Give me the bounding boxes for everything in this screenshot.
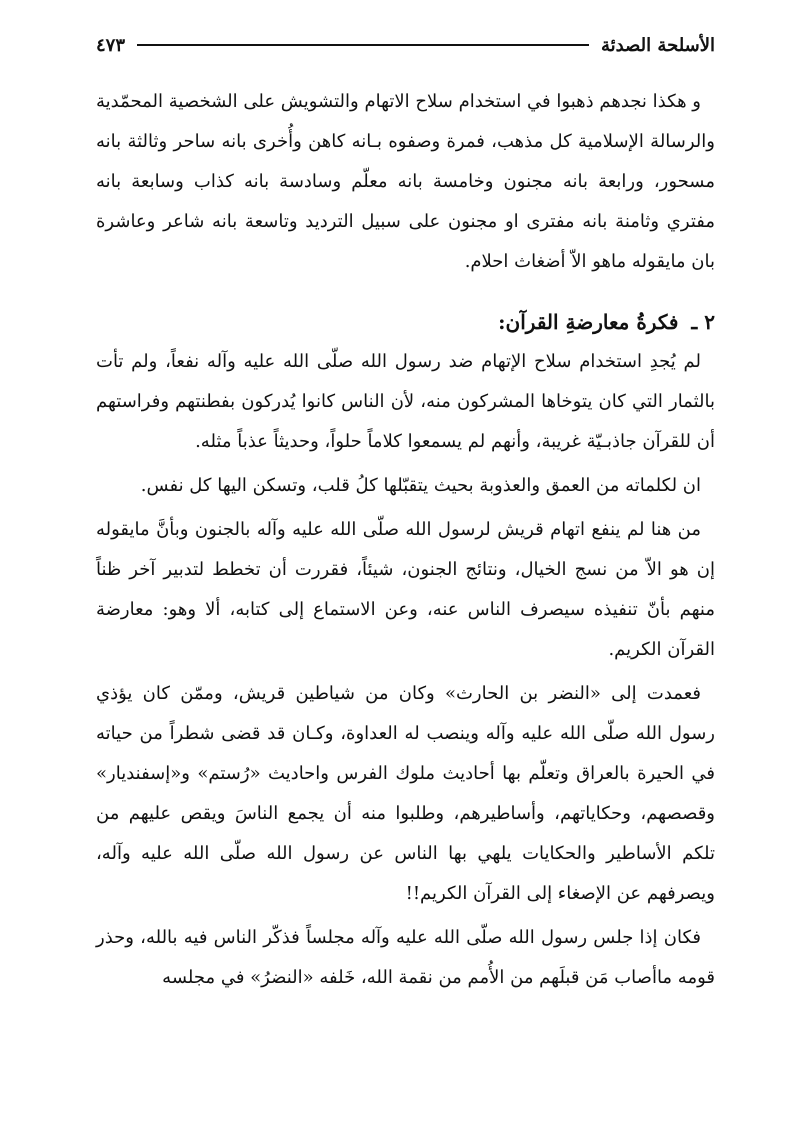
section-number: ٢ ـ (691, 310, 715, 334)
paragraph: فكان إذا جلس رسول الله صلّى الله عليه وآله مجلساً فذكّر الناس فيه بالله، وحذر قومه ماأصاب مَن قبلَهم من الأُمم من نقمة الله، خَلفه «النضرُ» في مجلسه (96, 927, 715, 988)
running-title: الأسلحة الصدئة (600, 34, 715, 56)
paragraph: من هنا لم ينفع اتهام قريش لرسول الله صلّى الله عليه وآله بالجنون وبأنَّ مايقوله إن هو الاّ من نسج الخيال، ونتائج الجنون، شيئاً، فقررت أن تخطط لتدبير آخر ظناً منهم بأنّ تنفيذه سيصرف الناس عنه، وعن الاستماع إلى كتابه، ألا وهو: معارضة القرآن الكريم. (96, 519, 716, 660)
paragraph: فعمدت إلى «النضر بن الحارث» وكان من شياطين قريش، وممّن كان يؤذي رسول الله صلّى الله عليه وآله وينصب له العداوة، وكـان قد قضى شطراً من حياته في الحيرة بالعراق وتعلّم بها أحاديث ملوك الفرس واحاديث «رُستم» و«إسفنديار» وقصصهم، وحكاياتهم، وأساطيرهم، وطلبوا منه أن يجمع الناسَ ويقص عليهم من تلكم الأساطير والحكايات يلهي بها الناس عن رسول الله صلّى الله عليه وآله، ويصرفهم عن الإصغاء إلى القرآن الكريم!! (96, 683, 715, 904)
header-rule (137, 44, 589, 46)
paragraph: لم يُجدِ استخدام سلاح الإتهام ضد رسول الله صلّى الله عليه وآله نفعاً، ولم تأت بالثمار التي كان يتوخاها المشركون منه، لأن الناس كانوا يُدركون بفطنتهم وفراستهم أن للقرآن جاذبـيّة غريبة، وأنهم لم يسمعوا كلاماً حلواً، وحديثاً عذباً مثله. (96, 351, 715, 452)
paragraph: ان لكلماته من العمق والعذوبة بحيث يتقبّلها كلُ قلب، وتسكن اليها كل نفس. (140, 475, 701, 496)
page-content (96, 82, 715, 998)
section-heading (96, 302, 715, 342)
page-number: ٤٧٣ (96, 34, 126, 56)
running-header (96, 28, 715, 62)
intro-paragraph: و هكذا نجدهم ذهبوا في استخدام سلاح الاتهام والتشويش على الشخصية المحمّدية والرسالة الإسلامية كل مذهب، فمرة وصفوه بـانه كاهن وأُخرى بانه ساحر وثالثة بانه مسحور، ورابعة بانه مجنون وخامسة بانه معلّم وسادسة بانه كذاب وسابعة بانه مفتري وثامنة بانه مفترى او مجنون على سبيل الترديد وتاسعة بانه شاعر وعاشرة بان مايقوله ماهو الاّ أضغاث احلام. (96, 91, 715, 272)
section-title: فكرةُ معارضةِ القرآن: (498, 310, 679, 334)
